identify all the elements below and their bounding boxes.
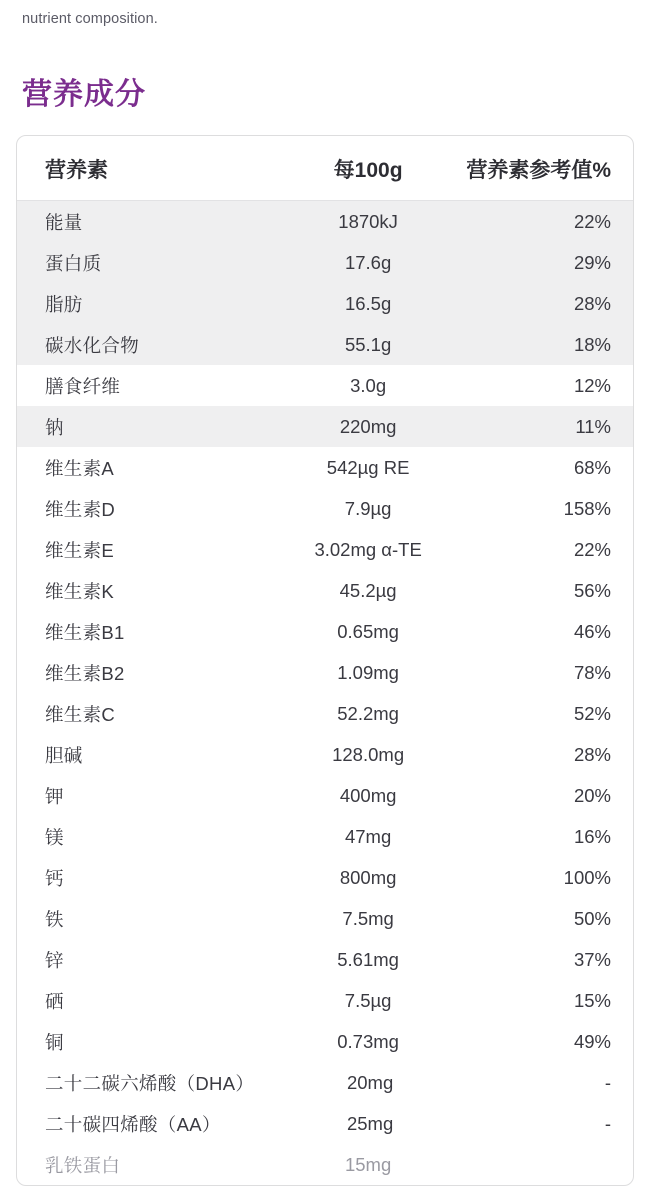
cell-amount: 25mg (346, 1112, 394, 1134)
table-row (17, 406, 633, 447)
column-header-nrv: 营养素参考值% (461, 136, 633, 201)
cell-nutrient-name: 镁 (45, 826, 64, 848)
table-row (17, 447, 633, 488)
cell-nutrient-name: 胆碱 (45, 744, 83, 766)
cell-nrv-percent: 12% (573, 374, 611, 396)
cell-nrv-percent: 28% (573, 743, 611, 765)
table-header (17, 136, 633, 201)
cell-amount: 220mg (276, 406, 461, 447)
top-caption: nutrient composition. (22, 11, 158, 27)
cell-nrv-percent: 78% (573, 661, 611, 683)
cell-nrv-percent: 28% (461, 283, 633, 324)
cell-nrv-percent: 11% (461, 406, 633, 447)
table-row (17, 242, 633, 283)
nutrition-table-card (16, 135, 634, 1186)
cell-nrv-percent: 52% (573, 702, 611, 724)
table-row (17, 734, 633, 775)
cell-amount: 15mg (344, 1153, 392, 1175)
cell-amount: 7.9µg (344, 497, 392, 519)
column-header-nutrient: 营养素 (17, 136, 276, 201)
cell-amount: 0.65mg (337, 620, 399, 642)
table-row (17, 652, 633, 693)
table-row (17, 1103, 633, 1144)
cell-nrv-percent: 22% (461, 201, 633, 243)
cell-nutrient-name: 蛋白质 (17, 242, 276, 283)
cell-amount: 128.0mg (332, 743, 405, 765)
cell-amount: 400mg (339, 784, 397, 806)
table-row (17, 898, 633, 939)
cell-nrv-percent: 56% (573, 579, 611, 601)
cell-nutrient-name: 乳铁蛋白 (45, 1154, 121, 1176)
cell-amount: 1870kJ (276, 201, 461, 243)
cell-nrv-percent: 46% (573, 620, 611, 642)
table-row (17, 1062, 633, 1103)
cell-nrv-percent: 37% (573, 948, 611, 970)
cell-amount: 1.09mg (337, 661, 399, 683)
cell-amount: 7.5mg (342, 907, 394, 929)
cell-nrv-percent: 100% (563, 866, 611, 888)
cell-nutrient-name: 钙 (45, 867, 64, 889)
nutrition-table (17, 136, 633, 1185)
table-row (17, 488, 633, 529)
cell-nrv-percent: 158% (563, 497, 611, 519)
cell-nrv-percent: 16% (573, 825, 611, 847)
cell-nutrient-name: 钾 (45, 785, 64, 807)
cell-amount: 0.73mg (337, 1030, 399, 1052)
page-title: 营养成分 (22, 78, 146, 112)
cell-nutrient-name: 二十碳四烯酸（AA） (45, 1113, 221, 1135)
cell-nutrient-name: 铜 (45, 1031, 64, 1053)
cell-amount: 800mg (339, 866, 397, 888)
cell-amount: 3.0g (350, 374, 387, 396)
cell-nutrient-name: 铁 (45, 908, 64, 930)
cell-nrv-percent: 18% (461, 324, 633, 365)
cell-amount: 5.61mg (337, 948, 399, 970)
cell-nutrient-name: 碳水化合物 (17, 324, 276, 365)
cell-nrv-percent: 22% (573, 538, 611, 560)
table-row (17, 283, 633, 324)
table-row (17, 324, 633, 365)
cell-amount: 16.5g (276, 283, 461, 324)
table-row (17, 611, 633, 652)
table-header-row (17, 136, 633, 201)
cell-nutrient-name: 维生素D (45, 498, 116, 520)
cell-nutrient-name: 维生素B2 (45, 662, 125, 684)
cell-nutrient-name: 二十二碳六烯酸（DHA） (45, 1072, 255, 1094)
cell-amount: 542µg RE (326, 456, 410, 478)
cell-nrv-percent (461, 1144, 633, 1185)
cell-amount: 20mg (346, 1071, 394, 1093)
table-row (17, 201, 633, 243)
cell-nutrient-name: 硒 (45, 990, 64, 1012)
table-row (17, 857, 633, 898)
cell-amount: 52.2mg (337, 702, 399, 724)
cell-nutrient-name: 维生素A (45, 457, 115, 479)
table-row (17, 529, 633, 570)
cell-amount: 45.2µg (339, 579, 397, 601)
cell-amount: 47mg (344, 825, 392, 847)
table-row (17, 775, 633, 816)
cell-nutrient-name: 能量 (17, 201, 276, 243)
cell-nrv-percent: 50% (573, 907, 611, 929)
table-row (17, 1021, 633, 1062)
cell-nrv-percent: 49% (573, 1030, 611, 1052)
table-row (17, 939, 633, 980)
cell-nutrient-name: 脂肪 (17, 283, 276, 324)
cell-nutrient-name: 膳食纤维 (45, 375, 121, 397)
cell-nutrient-name: 维生素K (45, 580, 115, 602)
cell-nutrient-name: 维生素C (45, 703, 116, 725)
cell-amount: 55.1g (276, 324, 461, 365)
cell-nutrient-name: 锌 (45, 949, 64, 971)
cell-nutrient-name: 维生素B1 (45, 621, 125, 643)
cell-nrv-percent: 68% (573, 456, 611, 478)
cell-amount: 17.6g (276, 242, 461, 283)
table-row (17, 365, 633, 406)
cell-amount: 3.02mg α-TE (314, 538, 422, 560)
table-row (17, 570, 633, 611)
table-body (17, 201, 633, 1186)
cell-nrv-percent: 15% (573, 989, 611, 1011)
cell-amount: 7.5µg (344, 989, 392, 1011)
table-row (17, 816, 633, 857)
cell-nutrient-name: 维生素E (45, 539, 115, 561)
cell-nrv-percent: - (604, 1112, 611, 1134)
table-row (17, 693, 633, 734)
table-row (17, 980, 633, 1021)
cell-nutrient-name: 钠 (17, 406, 276, 447)
table-row (17, 1144, 633, 1185)
column-header-per-100g: 每100g (276, 136, 461, 201)
cell-nrv-percent: 29% (461, 242, 633, 283)
cell-nrv-percent: - (604, 1071, 611, 1093)
cell-nrv-percent: 20% (573, 784, 611, 806)
